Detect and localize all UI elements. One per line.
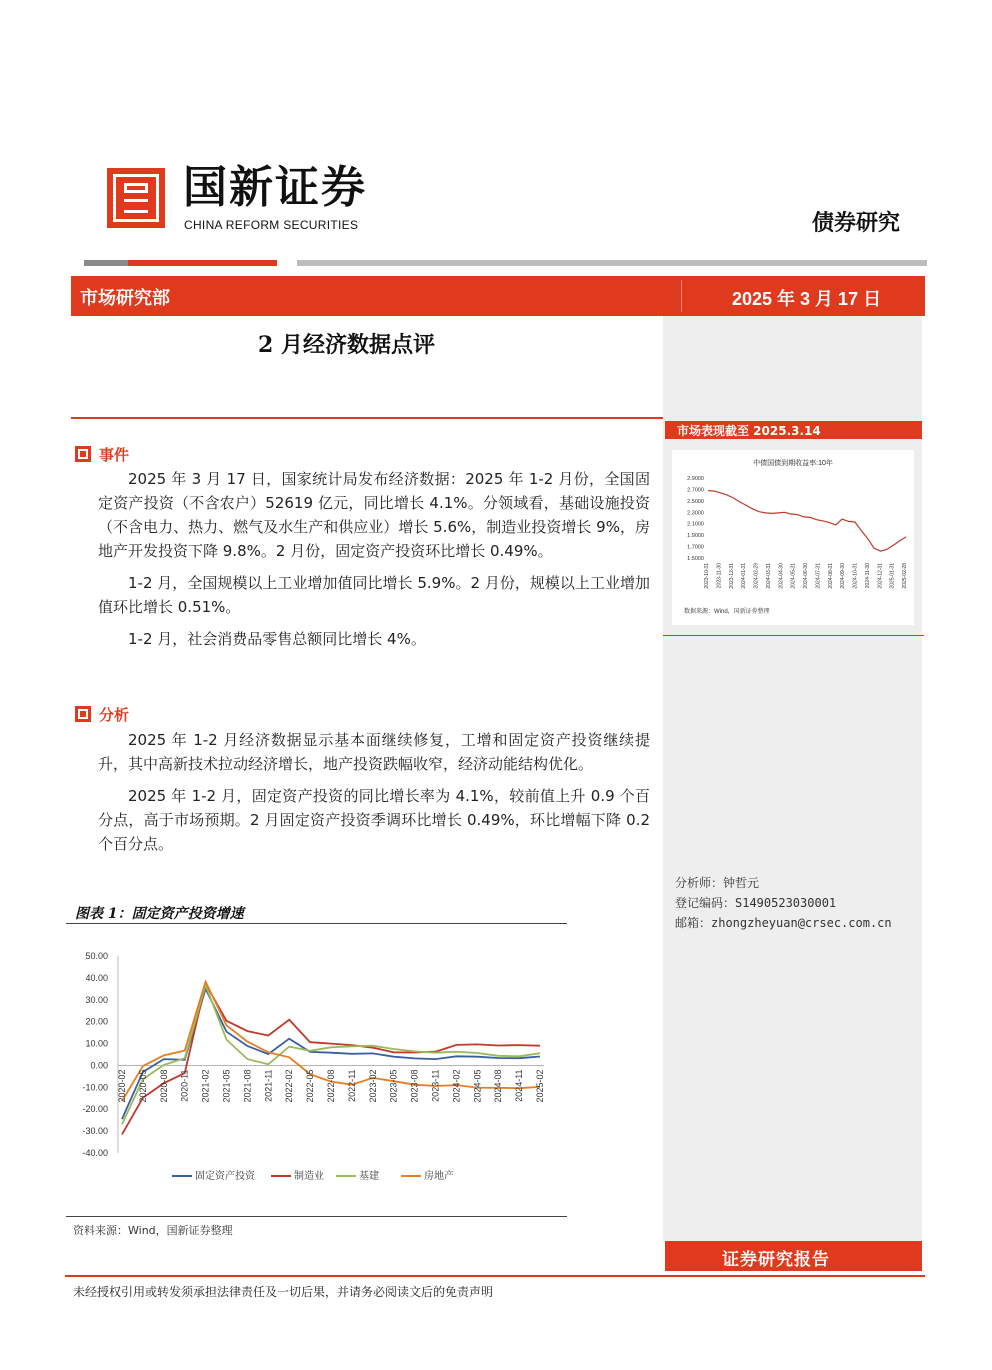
y-tick-label: 10.00 bbox=[85, 1038, 108, 1049]
y-tick-label: 2.1000 bbox=[687, 521, 704, 528]
y-tick-label: 1.7000 bbox=[687, 544, 704, 551]
bond-yield-chart-card bbox=[672, 450, 914, 625]
x-tick-label: 2024-04-30 bbox=[778, 563, 785, 589]
y-tick-label: -40.00 bbox=[82, 1148, 108, 1158]
x-tick-label: 2022-02 bbox=[284, 1069, 295, 1103]
bond-yield-chart bbox=[672, 450, 914, 625]
brand-name-cn: 国新证券 bbox=[183, 162, 367, 213]
banner-divider bbox=[681, 280, 682, 312]
event-paragraph: 1-2 月，社会消费品零售总额同比增长 4%。 bbox=[128, 630, 426, 648]
section-heading-analysis: 分析 bbox=[99, 706, 130, 724]
x-tick-label: 2025-02-28 bbox=[902, 563, 908, 589]
y-tick-label: 0.00 bbox=[90, 1060, 108, 1071]
x-tick-label: 2024-08 bbox=[493, 1069, 504, 1103]
x-tick-label: 2022-11 bbox=[346, 1069, 357, 1102]
x-tick-label: 2024-05-31 bbox=[790, 563, 797, 589]
event-paragraph: 1-2 月，全国规模以上工业增加值同比增长 5.9%。2 月份，规模以上工业增加值环比增长 0.51%。 bbox=[98, 574, 650, 616]
report-date: 2025 年 3 月 17 日 bbox=[732, 289, 882, 309]
department-label: 市场研究部 bbox=[80, 288, 170, 309]
event-paragraph: 2025 年 3 月 17 日，国家统计局发布经济数据：2025 年 1-2 月份，全国固定资产投资（不含农户）52619 亿元，同比增长 4.1%。分领域看，基础设施投资（不含电力、热力、燃气及水生产和供应业）增长 5.6%，制造业投资增长 9%，房地产开发投资下降 9.8%。2 月份，固定资产投资环比增长 0.49%。 bbox=[98, 470, 650, 560]
x-tick-label: 2024-09-30 bbox=[840, 563, 847, 589]
x-tick-label: 2022-05 bbox=[305, 1069, 316, 1103]
x-tick-label: 2025-02 bbox=[535, 1069, 545, 1103]
section-icon bbox=[75, 446, 91, 462]
analysis-paragraph: 2025 年 1-2 月，固定资产投资的同比增长率为 4.1%，较前值上升 0.9 个百分点，高于市场预期。2 月固定资产投资季调环比增长 0.49%，环比增幅下降 0.2 个百分点。 bbox=[98, 787, 650, 853]
x-tick-label: 2023-11 bbox=[430, 1069, 441, 1102]
x-tick-label: 2020-02 bbox=[117, 1069, 127, 1103]
y-tick-label: 2.7000 bbox=[687, 487, 704, 494]
y-tick-label: 50.00 bbox=[85, 951, 108, 961]
x-tick-label: 2023-05 bbox=[388, 1069, 399, 1103]
legend-label: 固定资产投资 bbox=[195, 1171, 255, 1182]
x-tick-label: 2023-11-30 bbox=[716, 563, 723, 589]
y-tick-label: -10.00 bbox=[82, 1082, 108, 1093]
y-tick-label: 2.3000 bbox=[687, 510, 704, 517]
y-tick-label: 30.00 bbox=[85, 994, 108, 1005]
y-tick-label: -20.00 bbox=[82, 1104, 108, 1115]
figure-source: 资料来源：Wind，国新证券整理 bbox=[73, 1224, 233, 1237]
title-divider bbox=[71, 417, 663, 419]
decorative-bar-accent bbox=[128, 260, 277, 266]
section-icon bbox=[75, 706, 91, 722]
x-tick-label: 2023-10-31 bbox=[704, 563, 710, 589]
sidebar-divider bbox=[663, 635, 924, 636]
x-tick-label: 2024-12-31 bbox=[877, 563, 884, 589]
x-tick-label: 2024-06-30 bbox=[803, 563, 809, 589]
x-tick-label: 2021-08 bbox=[242, 1069, 253, 1103]
x-tick-label: 2023-12-31 bbox=[728, 563, 735, 589]
brand-logo-icon bbox=[107, 168, 165, 228]
fixed-asset-investment-chart bbox=[66, 930, 566, 1210]
analyst-email: 邮箱：zhongzheyuan@crsec.com.cn bbox=[675, 916, 892, 930]
footer-divider bbox=[65, 1275, 925, 1277]
x-tick-label: 2024-05 bbox=[472, 1069, 483, 1103]
x-tick-label: 2024-03-31 bbox=[765, 563, 772, 589]
y-tick-label: 2.5000 bbox=[687, 498, 704, 505]
analyst-name: 分析师：钟哲元 bbox=[675, 876, 760, 890]
legend-label: 房地产 bbox=[424, 1171, 454, 1182]
x-tick-label: 2023-02 bbox=[367, 1069, 378, 1103]
x-tick-label: 2021-02 bbox=[200, 1069, 211, 1103]
figure-title: 图表 1：固定资产投资增速 bbox=[75, 906, 244, 922]
analysis-body bbox=[98, 728, 650, 864]
x-tick-label: 2024-01-31 bbox=[741, 563, 748, 589]
brand-name-en: CHINA REFORM SECURITIES bbox=[184, 218, 359, 232]
legend-label: 基建 bbox=[359, 1171, 379, 1182]
x-tick-label: 2024-11 bbox=[514, 1069, 525, 1102]
x-tick-label: 2025-01-31 bbox=[889, 563, 896, 589]
x-tick-label: 2024-02-29 bbox=[753, 563, 760, 589]
legend-label: 制造业 bbox=[294, 1171, 324, 1182]
yield-series-line bbox=[708, 491, 906, 551]
x-tick-label: 2024-07-31 bbox=[815, 563, 822, 589]
x-tick-label: 2023-08 bbox=[409, 1069, 420, 1103]
report-title: 2 月经济数据点评 bbox=[258, 332, 435, 358]
chart-title: 中债国债到期收益率:10年 bbox=[753, 460, 833, 467]
analysis-paragraph: 2025 年 1-2 月经济数据显示基本面继续修复，工增和固定资产投资继续提升，其中高新技术拉动经济增长，地产投资跌幅收窄，经济动能结构优化。 bbox=[98, 731, 650, 773]
market-heading: 市场表现截至 2025.3.14 bbox=[677, 424, 821, 438]
y-tick-label: 1.9000 bbox=[687, 533, 704, 540]
figure-top-rule bbox=[66, 923, 567, 924]
y-tick-label: 40.00 bbox=[85, 972, 108, 983]
x-tick-label: 2024-11-30 bbox=[864, 563, 871, 589]
y-tick-label: -30.00 bbox=[82, 1126, 108, 1137]
x-tick-label: 2022-08 bbox=[326, 1069, 336, 1103]
x-tick-label: 2024-10-31 bbox=[852, 563, 859, 589]
x-tick-label: 2024-08-31 bbox=[827, 563, 834, 589]
y-tick-label: 1.5000 bbox=[687, 556, 704, 562]
x-tick-label: 2020-08 bbox=[158, 1069, 169, 1103]
decorative-bar bbox=[297, 260, 927, 266]
y-tick-label: 2.9000 bbox=[687, 476, 704, 482]
analyst-registration: 登记编码：S1490523030001 bbox=[675, 896, 837, 910]
x-tick-label: 2024-02 bbox=[451, 1069, 462, 1103]
x-tick-label: 2020-05 bbox=[137, 1069, 148, 1103]
x-tick-label: 2021-05 bbox=[221, 1069, 232, 1103]
decorative-bar bbox=[84, 260, 128, 266]
figure-bottom-rule bbox=[66, 1216, 567, 1217]
chart-source: 数据来源：Wind，国新证券整理 bbox=[684, 609, 770, 615]
x-tick-label: 2020-11 bbox=[179, 1069, 190, 1102]
footer-banner-label: 证券研究报告 bbox=[722, 1250, 830, 1270]
x-tick-label: 2021-11 bbox=[263, 1069, 274, 1102]
event-body bbox=[98, 467, 650, 659]
document-type: 债券研究 bbox=[812, 210, 901, 236]
section-heading-event: 事件 bbox=[99, 446, 130, 464]
disclaimer: 未经授权引用或转发须承担法律责任及一切后果，并请务必阅读文后的免责声明 bbox=[73, 1285, 494, 1299]
y-tick-label: 20.00 bbox=[85, 1016, 108, 1027]
